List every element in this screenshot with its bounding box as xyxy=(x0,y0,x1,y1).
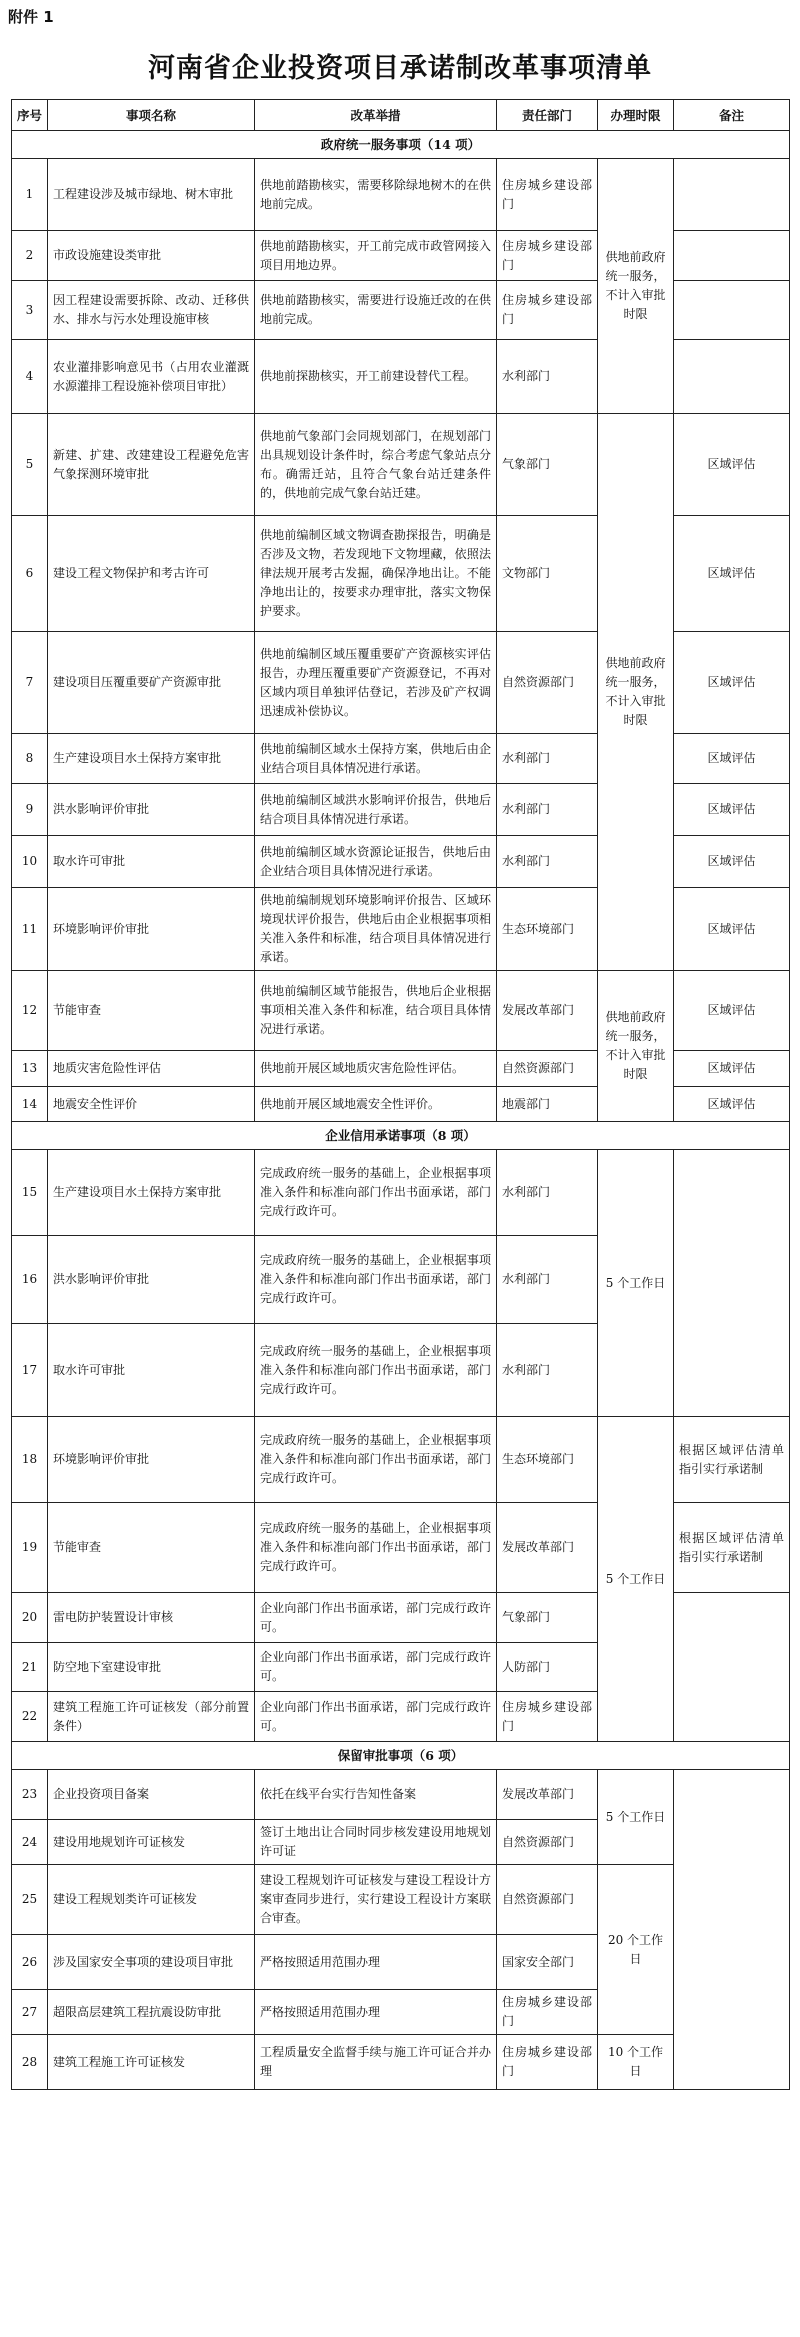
section-header-row xyxy=(12,1122,790,1150)
item-name: 企业投资项目备案 xyxy=(48,1770,255,1820)
item-name: 地质灾害危险性评估 xyxy=(48,1051,255,1087)
table-row xyxy=(12,784,790,836)
table-row xyxy=(12,414,790,516)
reform-measure: 供地前编制区域水土保持方案，供地后由企业结合项目具体情况进行承诺。 xyxy=(255,734,497,784)
responsible-dept: 水利部门 xyxy=(497,1236,598,1324)
table-row xyxy=(12,888,790,971)
reform-measure: 严格按照适用范围办理 xyxy=(255,1935,497,1990)
row-number: 15 xyxy=(12,1150,48,1236)
row-number: 23 xyxy=(12,1770,48,1820)
table-row xyxy=(12,159,790,231)
table-row xyxy=(12,231,790,281)
row-number: 28 xyxy=(12,2035,48,2090)
reform-measure: 依托在线平台实行告知性备案 xyxy=(255,1770,497,1820)
reform-measure: 完成政府统一服务的基础上，企业根据事项准入条件和标准向部门作出书面承诺，部门完成行政许可。 xyxy=(255,1150,497,1236)
table-row xyxy=(12,1503,790,1593)
item-name: 节能审查 xyxy=(48,971,255,1051)
time-limit: 供地前政府统一服务，不计入审批时限 xyxy=(598,971,674,1122)
time-limit: 5 个工作日 xyxy=(598,1770,674,1865)
remark: 区域评估 xyxy=(674,516,790,632)
responsible-dept: 发展改革部门 xyxy=(497,1770,598,1820)
item-name: 建设工程文物保护和考古许可 xyxy=(48,516,255,632)
item-name: 取水许可审批 xyxy=(48,1324,255,1417)
remark xyxy=(674,1770,790,2090)
reform-measure: 供地前踏勘核实，需要移除绿地树木的在供地前完成。 xyxy=(255,159,497,231)
section-title: 保留审批事项（6 项） xyxy=(12,1742,790,1770)
row-number: 2 xyxy=(12,231,48,281)
responsible-dept: 生态环境部门 xyxy=(497,888,598,971)
row-number: 7 xyxy=(12,632,48,734)
row-number: 27 xyxy=(12,1990,48,2035)
reform-measure: 建设工程规划许可证核发与建设工程设计方案审查同步进行，实行建设工程设计方案联合审查。 xyxy=(255,1865,497,1935)
item-name: 洪水影响评价审批 xyxy=(48,784,255,836)
reform-measure: 企业向部门作出书面承诺，部门完成行政许可。 xyxy=(255,1692,497,1742)
reform-measure: 供地前踏勘核实，开工前完成市政管网接入项目用地边界。 xyxy=(255,231,497,281)
time-limit: 供地前政府统一服务，不计入审批时限 xyxy=(598,414,674,971)
reform-measure: 企业向部门作出书面承诺，部门完成行政许可。 xyxy=(255,1593,497,1643)
table-row xyxy=(12,1087,790,1122)
attachment-label: 附件 1 xyxy=(8,8,54,26)
responsible-dept: 自然资源部门 xyxy=(497,1820,598,1865)
row-number: 21 xyxy=(12,1643,48,1692)
table-row xyxy=(12,1865,790,1935)
reform-measure: 供地前踏勘核实，需要进行设施迁改的在供地前完成。 xyxy=(255,281,497,340)
remark: 根据区域评估清单指引实行承诺制 xyxy=(674,1503,790,1593)
reform-measure: 供地前气象部门会同规划部门，在规划部门出具规划设计条件时，综合考虑气象站点分布。确需迁站，且符合气象台站迁建条件的，供地前完成气象台站迁建。 xyxy=(255,414,497,516)
reform-measure: 签订土地出让合同时同步核发建设用地规划许可证 xyxy=(255,1820,497,1865)
item-name: 地震安全性评价 xyxy=(48,1087,255,1122)
reform-measure: 供地前开展区域地震安全性评价。 xyxy=(255,1087,497,1122)
table-row xyxy=(12,516,790,632)
responsible-dept: 地震部门 xyxy=(497,1087,598,1122)
remark xyxy=(674,281,790,340)
table-row xyxy=(12,836,790,888)
responsible-dept: 自然资源部门 xyxy=(497,1051,598,1087)
row-number: 18 xyxy=(12,1417,48,1503)
responsible-dept: 住房城乡建设部门 xyxy=(497,159,598,231)
reform-measure: 严格按照适用范围办理 xyxy=(255,1990,497,2035)
section-header-row xyxy=(12,131,790,159)
row-number: 20 xyxy=(12,1593,48,1643)
item-name: 洪水影响评价审批 xyxy=(48,1236,255,1324)
row-number: 24 xyxy=(12,1820,48,1865)
reform-measure: 完成政府统一服务的基础上，企业根据事项准入条件和标准向部门作出书面承诺，部门完成行政许可。 xyxy=(255,1417,497,1503)
item-name: 涉及国家安全事项的建设项目审批 xyxy=(48,1935,255,1990)
responsible-dept: 水利部门 xyxy=(497,784,598,836)
responsible-dept: 住房城乡建设部门 xyxy=(497,231,598,281)
reform-measure: 供地前编制区域文物调查勘探报告，明确是否涉及文物，若发现地下文物埋藏，依照法律法规开展考古发掘，确保净地出让。不能净地出让的，按要求办理审批，落实文物保护要求。 xyxy=(255,516,497,632)
table-body xyxy=(12,131,790,2090)
section-header-row xyxy=(12,1742,790,1770)
row-number: 16 xyxy=(12,1236,48,1324)
header-time: 办理时限 xyxy=(598,100,674,131)
item-name: 防空地下室建设审批 xyxy=(48,1643,255,1692)
row-number: 13 xyxy=(12,1051,48,1087)
responsible-dept: 住房城乡建设部门 xyxy=(497,1990,598,2035)
row-number: 22 xyxy=(12,1692,48,1742)
remark xyxy=(674,231,790,281)
remark: 区域评估 xyxy=(674,836,790,888)
remark: 区域评估 xyxy=(674,784,790,836)
row-number: 25 xyxy=(12,1865,48,1935)
item-name: 雷电防护装置设计审核 xyxy=(48,1593,255,1643)
table-row xyxy=(12,734,790,784)
remark xyxy=(674,340,790,414)
item-name: 环境影响评价审批 xyxy=(48,1417,255,1503)
header-name: 事项名称 xyxy=(48,100,255,131)
item-name: 建筑工程施工许可证核发（部分前置条件） xyxy=(48,1692,255,1742)
table-row xyxy=(12,1770,790,1820)
item-name: 农业灌排影响意见书（占用农业灌溉水源灌排工程设施补偿项目审批） xyxy=(48,340,255,414)
section-title: 企业信用承诺事项（8 项） xyxy=(12,1122,790,1150)
responsible-dept: 气象部门 xyxy=(497,414,598,516)
reform-items-table xyxy=(11,99,790,2090)
responsible-dept: 文物部门 xyxy=(497,516,598,632)
remark: 区域评估 xyxy=(674,414,790,516)
item-name: 建筑工程施工许可证核发 xyxy=(48,2035,255,2090)
reform-measure: 供地前探勘核实，开工前建设替代工程。 xyxy=(255,340,497,414)
remark: 区域评估 xyxy=(674,632,790,734)
responsible-dept: 发展改革部门 xyxy=(497,1503,598,1593)
time-limit: 10 个工作日 xyxy=(598,2035,674,2090)
reform-measure: 完成政府统一服务的基础上，企业根据事项准入条件和标准向部门作出书面承诺，部门完成行政许可。 xyxy=(255,1503,497,1593)
item-name: 生产建设项目水土保持方案审批 xyxy=(48,734,255,784)
remark: 区域评估 xyxy=(674,971,790,1051)
item-name: 市政设施建设类审批 xyxy=(48,231,255,281)
row-number: 1 xyxy=(12,159,48,231)
row-number: 12 xyxy=(12,971,48,1051)
table-row xyxy=(12,2035,790,2090)
responsible-dept: 水利部门 xyxy=(497,1324,598,1417)
row-number: 17 xyxy=(12,1324,48,1417)
reform-measure: 供地前编制区域水资源论证报告，供地后由企业结合项目具体情况进行承诺。 xyxy=(255,836,497,888)
row-number: 11 xyxy=(12,888,48,971)
item-name: 取水许可审批 xyxy=(48,836,255,888)
reform-measure: 完成政府统一服务的基础上，企业根据事项准入条件和标准向部门作出书面承诺，部门完成行政许可。 xyxy=(255,1236,497,1324)
section-title: 政府统一服务事项（14 项） xyxy=(12,131,790,159)
table-row xyxy=(12,1417,790,1503)
table-row xyxy=(12,971,790,1051)
responsible-dept: 水利部门 xyxy=(497,836,598,888)
responsible-dept: 气象部门 xyxy=(497,1593,598,1643)
time-limit: 20 个工作日 xyxy=(598,1865,674,2035)
responsible-dept: 发展改革部门 xyxy=(497,971,598,1051)
row-number: 3 xyxy=(12,281,48,340)
document-title: 河南省企业投资项目承诺制改革事项清单 xyxy=(148,53,652,84)
responsible-dept: 水利部门 xyxy=(497,340,598,414)
responsible-dept: 自然资源部门 xyxy=(497,1865,598,1935)
reform-measure: 供地前编制规划环境影响评价报告、区域环境现状评价报告，供地后由企业根据事项相关准入条件和标准，结合项目具体情况进行承诺。 xyxy=(255,888,497,971)
table-row xyxy=(12,1593,790,1643)
item-name: 环境影响评价审批 xyxy=(48,888,255,971)
reform-measure: 工程质量安全监督手续与施工许可证合并办理 xyxy=(255,2035,497,2090)
row-number: 5 xyxy=(12,414,48,516)
remark xyxy=(674,1150,790,1417)
remark: 根据区域评估清单指引实行承诺制 xyxy=(674,1417,790,1503)
item-name: 超限高层建筑工程抗震设防审批 xyxy=(48,1990,255,2035)
responsible-dept: 水利部门 xyxy=(497,734,598,784)
reform-measure: 供地前开展区域地质灾害危险性评估。 xyxy=(255,1051,497,1087)
item-name: 建设项目压覆重要矿产资源审批 xyxy=(48,632,255,734)
responsible-dept: 住房城乡建设部门 xyxy=(497,1692,598,1742)
table-header-row xyxy=(12,100,790,131)
responsible-dept: 国家安全部门 xyxy=(497,1935,598,1990)
row-number: 4 xyxy=(12,340,48,414)
remark: 区域评估 xyxy=(674,734,790,784)
time-limit: 5 个工作日 xyxy=(598,1417,674,1742)
row-number: 8 xyxy=(12,734,48,784)
responsible-dept: 生态环境部门 xyxy=(497,1417,598,1503)
table-row xyxy=(12,632,790,734)
reform-measure: 供地前编制区域洪水影响评价报告，供地后结合项目具体情况进行承诺。 xyxy=(255,784,497,836)
table-row xyxy=(12,340,790,414)
responsible-dept: 自然资源部门 xyxy=(497,632,598,734)
time-limit: 5 个工作日 xyxy=(598,1150,674,1417)
row-number: 9 xyxy=(12,784,48,836)
row-number: 26 xyxy=(12,1935,48,1990)
item-name: 生产建设项目水土保持方案审批 xyxy=(48,1150,255,1236)
header-dept: 责任部门 xyxy=(497,100,598,131)
table-row xyxy=(12,1150,790,1236)
remark: 区域评估 xyxy=(674,888,790,971)
remark xyxy=(674,1593,790,1742)
header-no: 序号 xyxy=(12,100,48,131)
remark: 区域评估 xyxy=(674,1087,790,1122)
row-number: 14 xyxy=(12,1087,48,1122)
item-name: 建设工程规划类许可证核发 xyxy=(48,1865,255,1935)
header-remark: 备注 xyxy=(674,100,790,131)
row-number: 6 xyxy=(12,516,48,632)
remark xyxy=(674,159,790,231)
responsible-dept: 人防部门 xyxy=(497,1643,598,1692)
table-row xyxy=(12,1051,790,1087)
responsible-dept: 水利部门 xyxy=(497,1150,598,1236)
table-row xyxy=(12,281,790,340)
reform-measure: 供地前编制区域节能报告，供地后企业根据事项相关准入条件和标准，结合项目具体情况进行承诺。 xyxy=(255,971,497,1051)
responsible-dept: 住房城乡建设部门 xyxy=(497,2035,598,2090)
reform-measure: 完成政府统一服务的基础上，企业根据事项准入条件和标准向部门作出书面承诺，部门完成行政许可。 xyxy=(255,1324,497,1417)
reform-measure: 供地前编制区域压覆重要矿产资源核实评估报告，办理压覆重要矿产资源登记，不再对区域内项目单独评估登记，若涉及矿产权调迅速成补偿协议。 xyxy=(255,632,497,734)
remark: 区域评估 xyxy=(674,1051,790,1087)
row-number: 19 xyxy=(12,1503,48,1593)
item-name: 新建、扩建、改建建设工程避免危害气象探测环境审批 xyxy=(48,414,255,516)
item-name: 建设用地规划许可证核发 xyxy=(48,1820,255,1865)
reform-measure: 企业向部门作出书面承诺，部门完成行政许可。 xyxy=(255,1643,497,1692)
row-number: 10 xyxy=(12,836,48,888)
item-name: 工程建设涉及城市绿地、树木审批 xyxy=(48,159,255,231)
item-name: 因工程建设需要拆除、改动、迁移供水、排水与污水处理设施审核 xyxy=(48,281,255,340)
item-name: 节能审查 xyxy=(48,1503,255,1593)
responsible-dept: 住房城乡建设部门 xyxy=(497,281,598,340)
time-limit: 供地前政府统一服务，不计入审批时限 xyxy=(598,159,674,414)
header-measure: 改革举措 xyxy=(255,100,497,131)
